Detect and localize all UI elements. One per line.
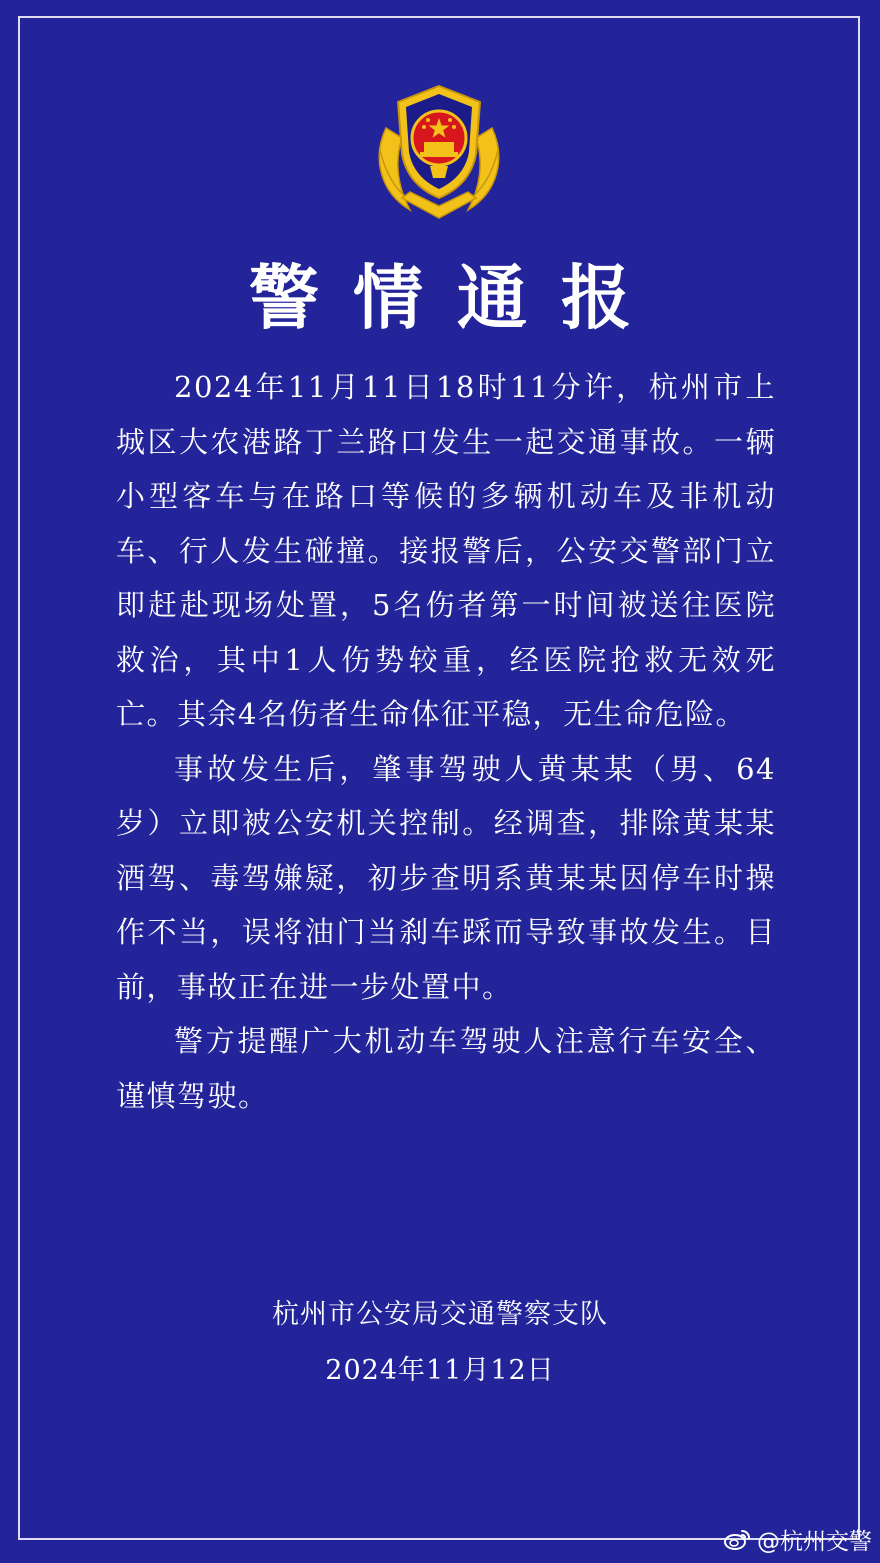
signature-organization: 杭州市公安局交通警察支队 <box>272 1299 608 1330</box>
paragraph-reminder: 警方提醒广大机动车驾驶人注意行车安全、谨慎驾驶。 <box>116 1024 776 1113</box>
notice-title: 警情通报 <box>249 257 665 339</box>
paragraph-incident: 2024年11月11日18时11分许，杭州市上城区大农港路丁兰路口发生一起交通事故。一辆小型客车与在路口等候的多辆机动车及非机动车、行人发生碰撞。接报警后，公安交警部门立即赶赴现场处置，5名伤者第一时间被送往医院救治，其中1人伤势较重，经医院抢救无效死亡。其余4名伤者生命体征平稳，无生命危险。 <box>116 370 776 731</box>
watermark-text: @杭州交警 <box>757 1528 872 1555</box>
weibo-icon <box>723 1527 751 1551</box>
signature-date: 2024年11月12日 <box>325 1355 555 1386</box>
notice-body <box>116 360 776 1123</box>
police-emblem-icon <box>372 80 506 220</box>
paragraph-investigation: 事故发生后，肇事驾驶人黄某某（男、64岁）立即被公安机关控制。经调查，排除黄某某酒驾、毒驾嫌疑，初步查明系黄某某因停车时操作不当，误将油门当刹车踩而导致事故发生。目前，事故正在进一步处置中。 <box>116 751 776 1004</box>
weibo-watermark <box>723 1523 872 1555</box>
